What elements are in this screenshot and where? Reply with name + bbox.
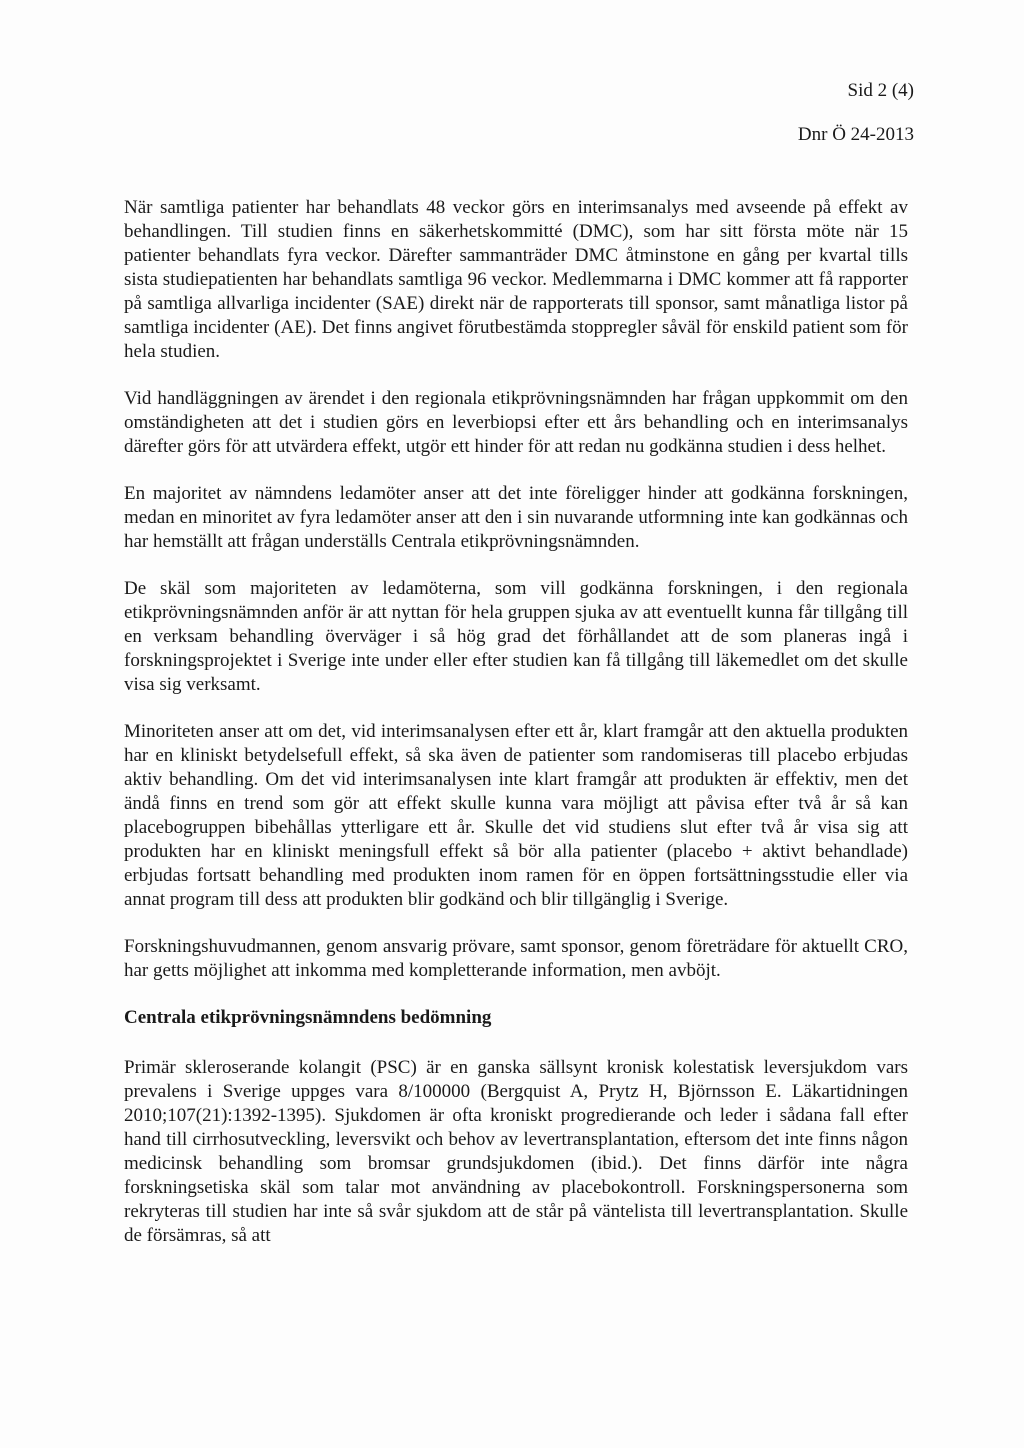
page-number: Sid 2 (4) [847, 80, 914, 101]
paragraph-interim-analysis: När samtliga patienter har behandlats 48 veckor görs en interimsanalys med avseende på effekt av behandlingen. Till studien finns en säkerhetskommitté (DMC), som har sitt första möte när 15 patienter behandlats fyra veckor. Därefter sammanträder DMC åtminstone en gång per kvartal tills sista studiepatienten har behandlats samtliga 96 veckor. Medlemmarna i DMC kommer att få rapporter på samtliga allvarliga incidenter (SAE) direkt när de rapporterats till sponsor, samt månatliga listor på samtliga incidenter (AE). Det finns angivet förutbestämda stoppregler såväl för enskild patient som för hela studien. [124, 197, 908, 362]
document-body [124, 196, 908, 1271]
paragraph-minority-view: Minoriteten anser att om det, vid interimsanalysen efter ett år, klart framgår att den aktuella produkten har en kliniskt betydelsefull effekt, så ska även de patienter som randomiseras till placebo erbjudas aktiv behandling. Om det vid interimsanalysen inte klart framgår att produkten är effektiv, men det ändå finns en trend som gör att effekt skulle kunna vara möjligt att påvisa efter två år så kan placebogruppen bibehållas ytterligare ett år. Skulle det vid studiens slut efter två år visa sig att produkten har en kliniskt meningsfull effekt så bör alla patienter (placebo + aktivt behandlade) erbjudas fortsatt behandling med produkten inom ramen för en öppen fortsättningsstudie eller via annat program till dess att produkten blir godkänd och blir tillgänglig i Sverige. [124, 721, 908, 910]
paragraph-assessment: Primär skleroserande kolangit (PSC) är en ganska sällsynt kronisk kolestatisk leversjukdom vars prevalens i Sverige uppges vara 8/100000 (Bergquist A, Prytz H, Björnsson E. Läkartidningen 2010;107(21):1392-1395). Sjukdomen är ofta kroniskt progredierande och leder i sådana fall efter hand till cirrhosutveckling, leversvikt och behov av levertransplantation, eftersom det inte finns någon medicinsk behandling som bromsar grundsjukdomen (ibid.). Det finns därför inte några forskningsetiska skäl som talar mot användning av placebokontroll. Forskningspersonerna som rekryteras till studien har inte så svår sjukdom att de står på väntelista till levertransplantation. Skulle de försämras, så att [124, 1057, 908, 1246]
paragraph-majority-reasons: De skäl som majoriteten av ledamöterna, som vill godkänna forskningen, i den regionala etikprövningsnämnden anför är att nyttan för hela gruppen sjuka av att eventuellt kunna får tillgång till en verksam behandling överväger i så hög grad det förhållandet att de som planeras ingå i forskningsprojektet i Sverige inte under eller efter studien kan få tillgång till läkemedlet om det skulle visa sig verksamt. [124, 578, 908, 695]
case-number: Dnr Ö 24-2013 [797, 124, 914, 145]
paragraph-sponsor-response: Forskningshuvudmannen, genom ansvarig prövare, samt sponsor, genom företrädare för aktuellt CRO, har getts möjlighet att inkomma med kompletterande information, men avböjt. [124, 936, 908, 981]
section-heading: Centrala etikprövningsnämndens bedömning [124, 1007, 492, 1028]
paragraph-regional-handling: Vid handläggningen av ärendet i den regionala etikprövningsnämnden har frågan uppkommit om den omständigheten att det i studien görs en leverbiopsi efter ett års behandling och en interimsanalys därefter görs för att utvärdera effekt, utgör ett hinder för att redan nu godkänna studien i dess helhet. [124, 388, 908, 457]
paragraph-majority-minority: En majoritet av nämndens ledamöter anser att det inte föreligger hinder att godkänna forskningen, medan en minoritet av fyra ledamöter anser att den i sin nuvarande utformning inte kan godkännas och har hemställt att frågan underställs Centrala etikprövningsnämnden. [124, 483, 908, 552]
